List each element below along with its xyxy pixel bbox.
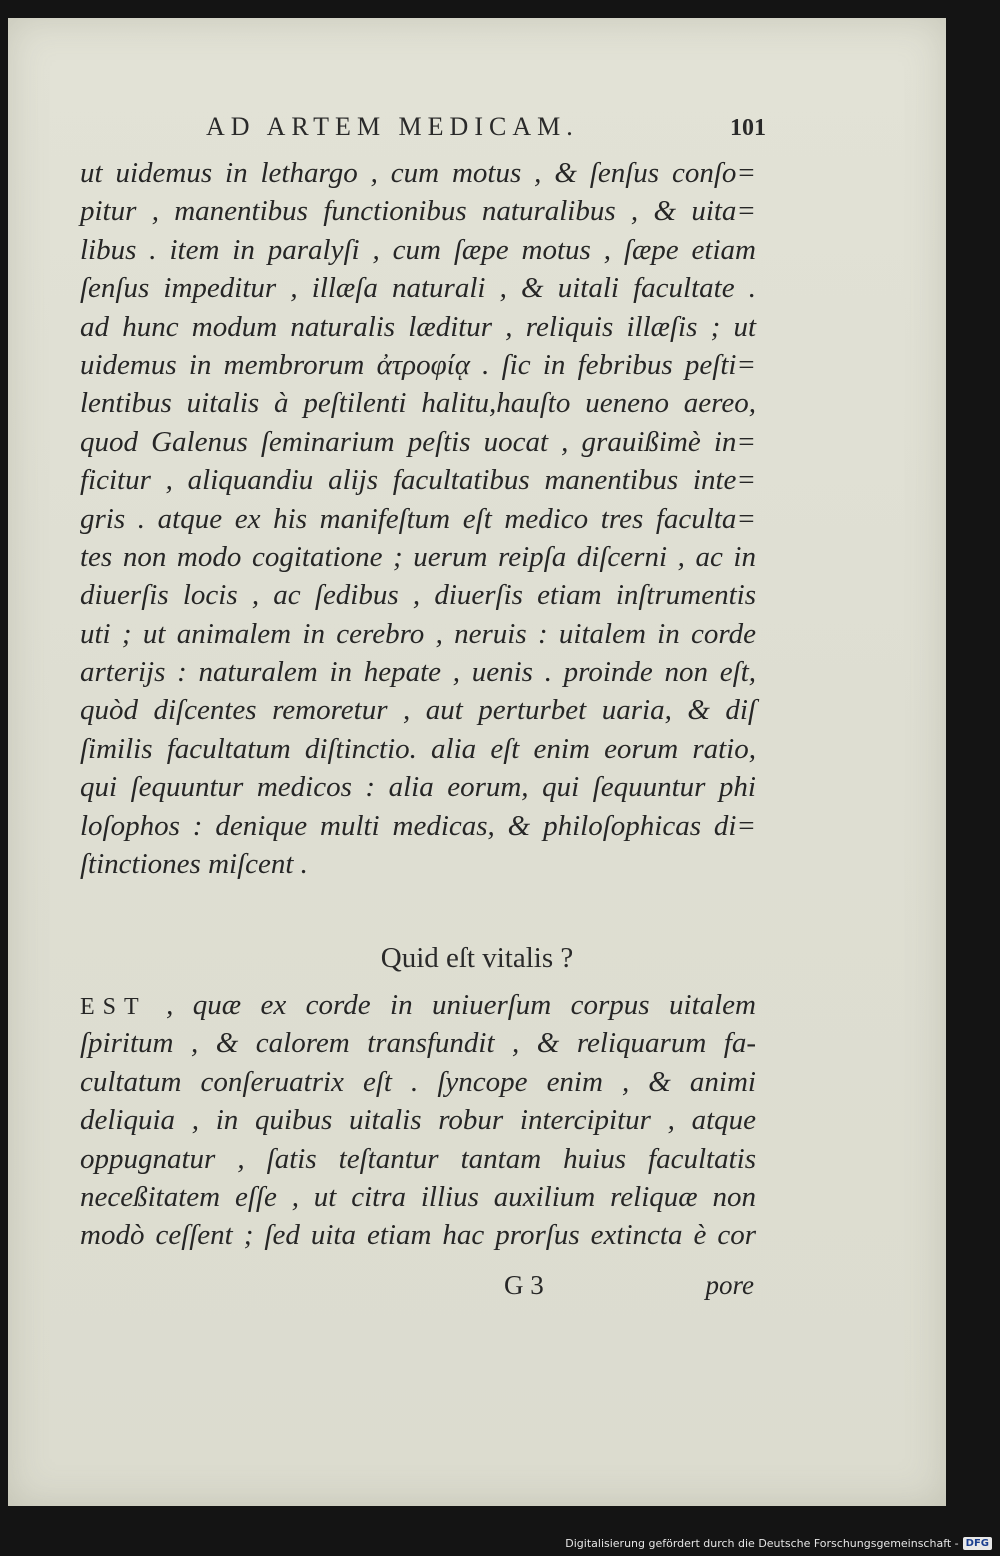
text-line: quòd diſcentes remoretur , aut perturbet uaria, & diſ (80, 694, 756, 727)
paragraph-initial: EST (80, 994, 147, 1020)
text-line: quod Galenus ſeminarium peſtis uocat , grauißimè in= (80, 425, 756, 458)
text-line: cultatum conſeruatrix eſt . ſyncope enim , & animi (80, 1065, 756, 1098)
text-line: neceßitatem eſſe , ut citra illius auxilium reliquæ non (80, 1180, 756, 1213)
text-line: modò ceſſent ; ſed uita etiam hac prorſus extincta è cor (80, 1219, 756, 1252)
text-line: ficitur , aliquandiu alijs facultatibus manentibus inte= (80, 464, 756, 497)
text-line: loſophos : denique multi medicas, & philoſophicas di= (80, 809, 756, 842)
page-header (206, 112, 766, 142)
text-line: arterijs : naturalem in hepate , uenis . proinde non eſt, (80, 656, 756, 689)
credit-text: Digitalisierung gefördert durch die Deutsche Forschungsgemeinschaft - (565, 1537, 959, 1550)
text-line: ut uidemus in lethargo , cum motus , & ſenſus conſo= (80, 157, 756, 189)
paragraph-2 (80, 986, 756, 1255)
text-line: oppugnatur , ſatis teſtantur tantam huius facultatis (80, 1142, 756, 1175)
book-page (8, 18, 946, 1506)
text-line: qui ſequuntur medicos : alia eorum, qui ſequuntur phi (80, 771, 756, 804)
text-line: ſtinctiones miſcent . (80, 848, 308, 881)
text-line: ad hunc modum naturalis læditur , reliquis illæſis ; ut (80, 310, 756, 343)
text-line: ſimilis facultatum diſtinctio. alia eſt enim eorum ratio, (80, 732, 756, 765)
text-line: pitur , manentibus functionibus naturalibus , & uita= (80, 195, 756, 228)
text-line: lentibus uitalis à peſtilenti halitu,hauſto ueneno aereo, (80, 387, 756, 420)
text-line: deliquia , in quibus uitalis robur intercipitur , atque (80, 1104, 756, 1137)
text-line: libus . item in paralyſi , cum ſæpe motus , ſæpe etiam (80, 233, 756, 266)
catchline (504, 1270, 754, 1301)
digitization-credit (565, 1537, 992, 1550)
text-line: tes non modo cogitatione ; uerum reipſa diſcerni , ac in (80, 540, 756, 573)
signature-mark: G 3 (504, 1270, 544, 1300)
text-line: uti ; ut animalem in cerebro , neruis : uitalem in corde (80, 617, 756, 650)
section-heading: Quid eſt vitalis ? (380, 942, 574, 974)
text-line: diuerſis locis , ac ſedibus , diuerſis etiam inſtrumentis (80, 579, 756, 612)
first-line-text: , quæ ex corde in uniuerſum corpus uitalem (166, 989, 756, 1021)
dfg-logo-icon: DFG (963, 1537, 992, 1550)
text-line: gris . atque ex his manifeſtum eſt medico tres faculta= (80, 502, 756, 535)
text-line: uidemus in membrorum ἀτροφίᾳ . ſic in febribus peſti= (80, 348, 756, 381)
catchword: pore (705, 1270, 754, 1300)
running-head: AD ARTEM MEDICAM. (206, 112, 579, 141)
paragraph-1 (80, 154, 756, 883)
text-line: ſenſus impeditur , illæſa naturali , & uitali facultate . (80, 272, 756, 305)
text-line-first (80, 986, 756, 1024)
page-number: 101 (730, 115, 766, 141)
text-line: ſpiritum , & calorem transfundit , & reliquarum fa- (80, 1027, 756, 1060)
